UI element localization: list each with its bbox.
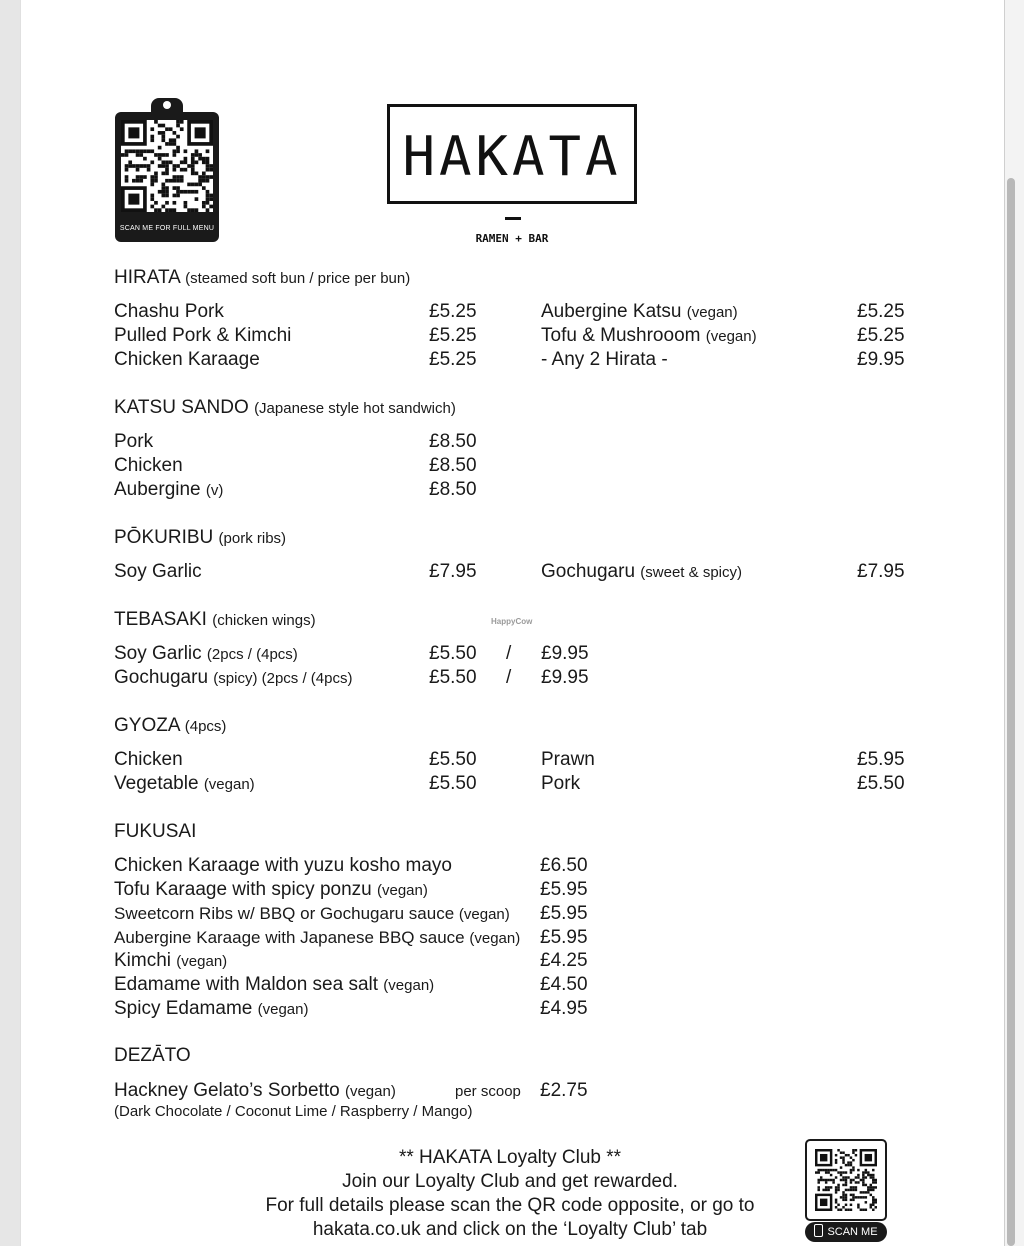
menu-item-name: Chicken Karaage with yuzu kosho mayo (114, 855, 452, 876)
logo (387, 104, 637, 204)
price-unit: per scoop (455, 1083, 521, 1100)
menu-item-name: Aubergine Karaage with Japanese BBQ sauce (vegan) (114, 928, 521, 947)
menu-item-price: £4.50 (540, 974, 588, 995)
menu-item-name: Soy Garlic (2pcs / (4pcs) (114, 643, 298, 664)
menu-item-name: Soy Garlic (114, 561, 202, 582)
menu-item-name: Chicken Karaage (114, 349, 260, 370)
section-heading-tebasaki: TEBASAKI (chicken wings) (114, 609, 316, 630)
menu-item-name: Vegetable (vegan) (114, 773, 255, 794)
menu-item-name: Edamame with Maldon sea salt (vegan) (114, 974, 435, 995)
menu-item-name: Chashu Pork (114, 301, 224, 322)
menu-item-name: Hackney Gelato’s Sorbetto (vegan) (114, 1080, 396, 1101)
menu-item-price: £8.50 (429, 431, 477, 452)
section-heading-dezato: DEZĀTO (114, 1045, 191, 1066)
scan-me-badge: SCAN ME (805, 1222, 887, 1242)
menu-item-price: £7.95 (857, 561, 905, 582)
section-heading-gyoza: GYOZA (4pcs) (114, 715, 227, 736)
menu-item-name: Sweetcorn Ribs w/ BBQ or Gochugaru sauce (vegan) (114, 904, 510, 923)
menu-item-price: £7.95 (429, 561, 477, 582)
loyalty-text: Join our Loyalty Club and get rewarded. (342, 1171, 678, 1192)
section-heading-hirata: HIRATA (steamed soft bun / price per bun) (114, 267, 411, 288)
clip-icon (151, 98, 183, 116)
menu-item-price: £5.95 (540, 879, 588, 900)
menu-item-price: £2.75 (540, 1080, 588, 1101)
menu-item-price: £5.25 (429, 325, 477, 346)
qr-code-icon (815, 1149, 877, 1211)
menu-item-price: £5.95 (540, 927, 588, 948)
menu-item-price: £5.50 (429, 749, 477, 770)
menu-item-name: Pulled Pork & Kimchi (114, 325, 292, 346)
menu-item-price: £5.95 (540, 903, 588, 924)
flavour-list: (Dark Chocolate / Coconut Lime / Raspberry / Mango) (114, 1103, 473, 1120)
menu-item-name: Pork (114, 431, 154, 452)
menu-item-price: £8.50 (429, 479, 477, 500)
loyalty-qr-code (805, 1139, 887, 1221)
menu-item-price: £8.50 (429, 455, 477, 476)
menu-item-name: Spicy Edamame (vegan) (114, 998, 309, 1019)
menu-item-price: £5.25 (429, 301, 477, 322)
loyalty-text: hakata.co.uk and click on the ‘Loyalty Club’ tab (312, 1219, 708, 1240)
happycow-watermark: HappyCow (491, 617, 533, 626)
loyalty-text: For full details please scan the QR code opposite, or go to (265, 1195, 755, 1216)
menu-item-price: £4.25 (540, 950, 588, 971)
menu-item-price: £5.50 (429, 773, 477, 794)
logo-text: HAKATA (402, 125, 622, 188)
menu-item-price: £5.25 (857, 325, 905, 346)
menu-item-price: £5.95 (857, 749, 905, 770)
menu-item-price: £9.95 (541, 643, 589, 664)
menu-item-name: Tofu & Mushrooom (vegan) (541, 325, 757, 346)
menu-item-name: Chicken (114, 455, 183, 476)
menu-item-name: Kimchi (vegan) (114, 950, 228, 971)
menu-item-price: £5.25 (429, 349, 477, 370)
qr-code-icon (121, 120, 213, 212)
menu-item-price: £5.50 (429, 667, 477, 688)
menu-item-name: - Any 2 Hirata - (541, 349, 668, 370)
logo-tagline: RAMEN + BAR (475, 232, 549, 245)
menu-item-name: Aubergine Katsu (vegan) (541, 301, 738, 322)
phone-icon (814, 1224, 823, 1237)
menu-item-name: Prawn (541, 749, 595, 770)
menu-item-name: Aubergine (v) (114, 479, 224, 500)
menu-item-price: £6.50 (540, 855, 588, 876)
menu-item-name: Tofu Karaage with spicy ponzu (vegan) (114, 879, 428, 900)
section-heading-pokuribu: PŌKURIBU (pork ribs) (114, 527, 287, 548)
menu-item-price: £5.25 (857, 301, 905, 322)
logo-divider (505, 217, 521, 220)
menu-item-name: Chicken (114, 749, 183, 770)
menu-item-price: £9.95 (541, 667, 589, 688)
price-separator: / (506, 667, 512, 688)
menu-item-name: Gochugaru (spicy) (2pcs / (4pcs) (114, 667, 353, 688)
scrollbar-thumb[interactable] (1007, 178, 1015, 1246)
menu-item-name: Gochugaru (sweet & spicy) (541, 561, 742, 582)
section-heading-katsu-sando: KATSU SANDO (Japanese style hot sandwich) (114, 397, 456, 418)
price-separator: / (506, 643, 512, 664)
section-heading-fukusai: FUKUSAI (114, 821, 197, 842)
menu-item-price: £5.50 (429, 643, 477, 664)
menu-item-price: £4.95 (540, 998, 588, 1019)
loyalty-title: ** HAKATA Loyalty Club ** (398, 1147, 622, 1168)
qr-caption: SCAN ME FOR FULL MENU (119, 225, 215, 232)
menu-item-name: Pork (541, 773, 581, 794)
menu-item-price: £5.50 (857, 773, 905, 794)
menu-item-price: £9.95 (857, 349, 905, 370)
qr-clipboard (115, 112, 219, 242)
